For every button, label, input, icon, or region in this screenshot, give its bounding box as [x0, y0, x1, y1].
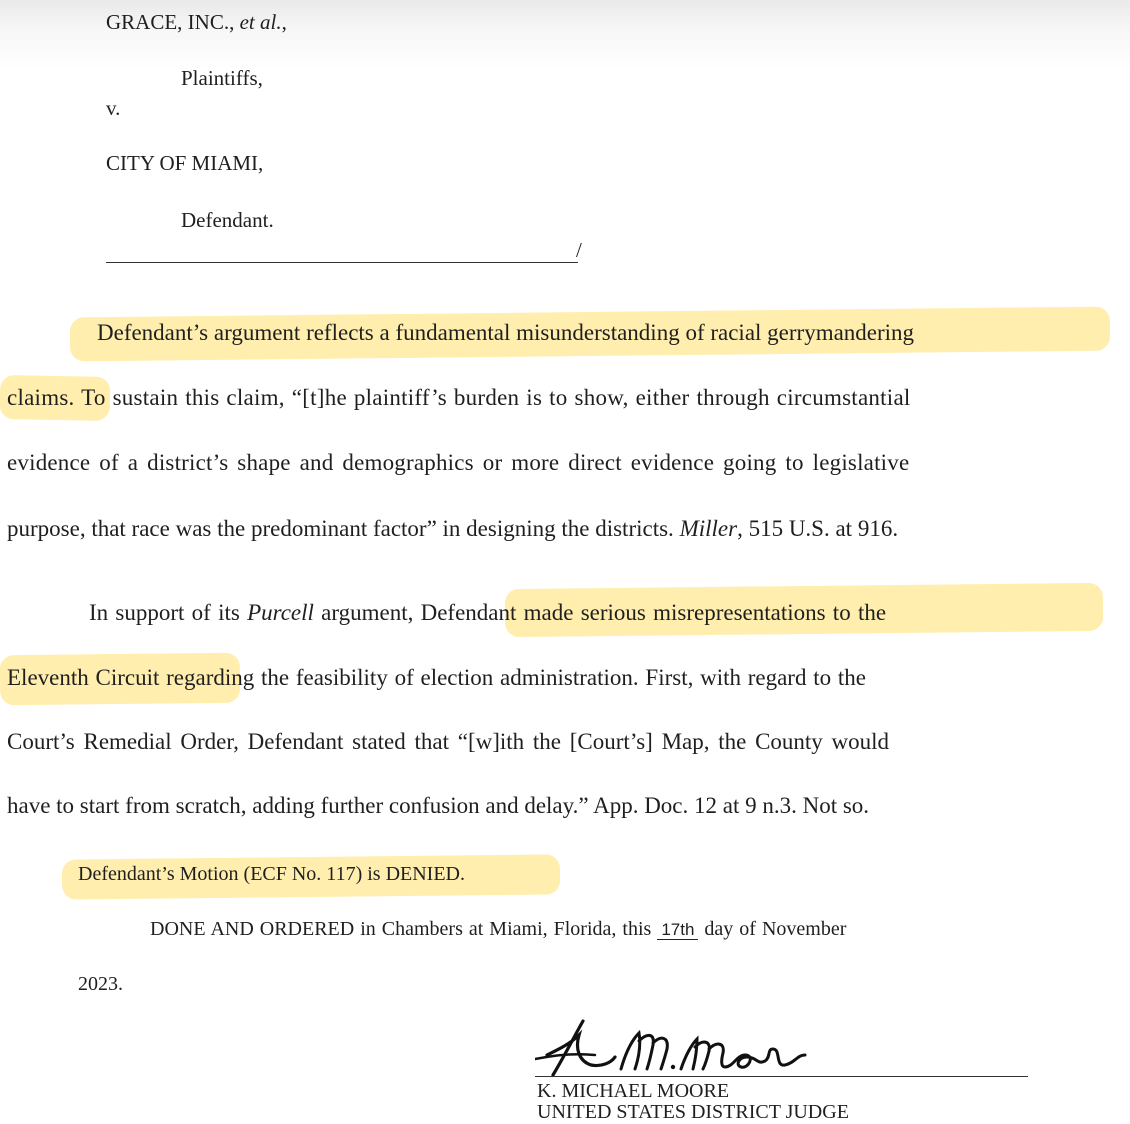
paragraph1-line3: evidence of a district’s shape and demographics or more direct evidence going to legislative [7, 450, 910, 475]
judge-signature [535, 1015, 815, 1081]
signature-rule [535, 1076, 1028, 1077]
done-and-ordered-line: DONE AND ORDERED in Chambers at Miami, Florida, this 17th day of November [150, 918, 847, 940]
caption-rule [106, 262, 578, 263]
defendant-label: Defendant. [181, 208, 274, 232]
paragraph1-line4: purpose, that race was the predominant factor” in designing the districts. Miller, 515 U.S. at 916. [7, 516, 899, 541]
paragraph2-line3: Court’s Remedial Order, Defendant stated that “[w]ith the [Court’s] Map, the County would [7, 729, 890, 754]
plaintiffs-label: Plaintiffs, [181, 66, 263, 90]
paragraph2-line1: In support of its Purcell argument, Defendant made serious misrepresentations to the [89, 600, 887, 625]
paragraph2-line2: Eleventh Circuit regarding the feasibility of election administration. First, with regard to the [7, 665, 866, 690]
caption-rule-end: / [576, 238, 582, 262]
paragraph1-line2: claims. To sustain this claim, “[t]he plaintiff’s burden is to show, either through circumstantial [7, 385, 911, 410]
defendant-name: CITY OF MIAMI, [106, 151, 264, 175]
denied-line: Defendant’s Motion (ECF No. 117) is DENIED. [78, 863, 465, 885]
year: 2023. [78, 973, 123, 995]
paragraph1-line1: Defendant’s argument reflects a fundamental misunderstanding of racial gerrymandering [97, 320, 915, 345]
plaintiff-name: GRACE, INC., et al., [106, 10, 287, 34]
day-blank: 17th [657, 920, 698, 940]
judge-title: UNITED STATES DISTRICT JUDGE [537, 1101, 849, 1123]
paragraph2-line4: have to start from scratch, adding further confusion and delay.” App. Doc. 12 at 9 n.3. Not so. [7, 793, 870, 818]
judge-name: K. MICHAEL MOORE [537, 1080, 730, 1102]
versus: v. [106, 96, 121, 120]
